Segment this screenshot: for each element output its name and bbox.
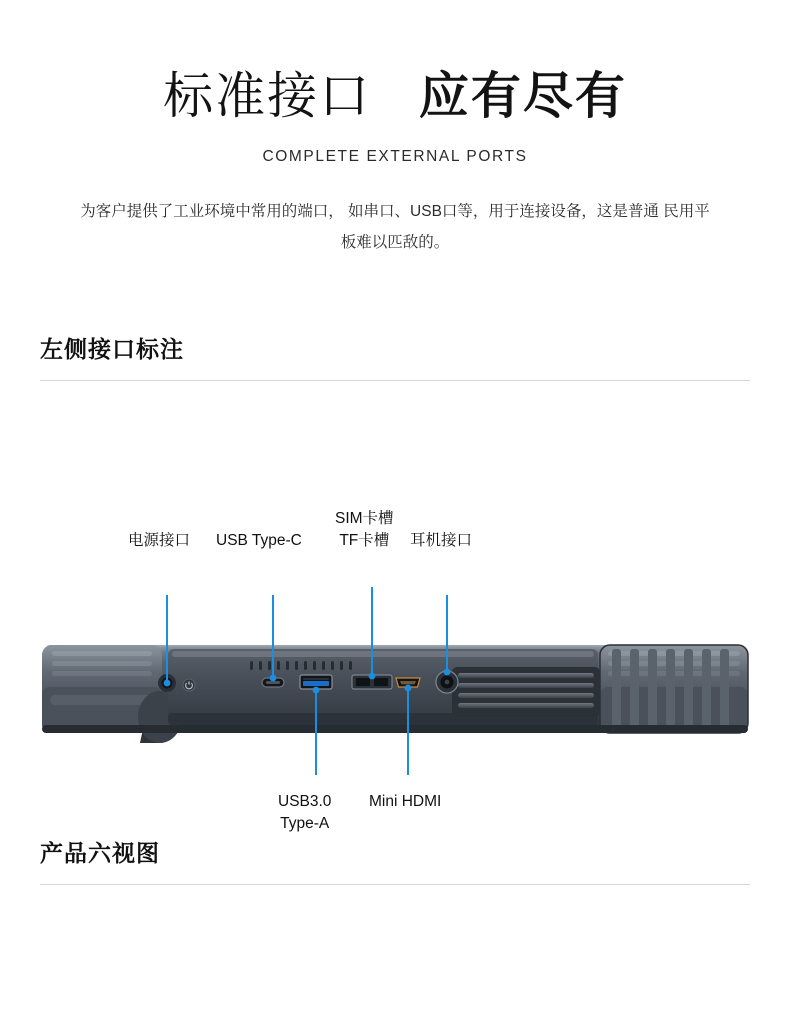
section-title-six-views: 产品六视图 bbox=[40, 840, 160, 867]
section-title-left-ports: 左侧接口标注 bbox=[40, 336, 184, 363]
section-left-ports bbox=[40, 331, 750, 381]
label-sim-slot: SIM卡槽 bbox=[335, 510, 394, 527]
hero-section bbox=[0, 0, 790, 259]
page-title bbox=[0, 68, 790, 126]
label-usb3-line1: USB3.0 bbox=[278, 793, 332, 810]
vent-grille bbox=[452, 667, 600, 717]
device-illustration bbox=[0, 395, 790, 775]
page-description: 为客户提供了工业环境中常用的端口， 如串口、USB口等，用于连接设备，这是普通 民用平板难以匹敌的。 bbox=[80, 202, 710, 252]
label-usb-type-c: USB Type-C bbox=[216, 532, 302, 549]
section-six-views bbox=[40, 835, 750, 885]
label-mini-hdmi: Mini HDMI bbox=[369, 793, 442, 810]
divider bbox=[40, 380, 750, 381]
label-sim-tf-slot bbox=[335, 508, 394, 553]
label-usb3-line2: Type-A bbox=[280, 815, 330, 833]
page-title-part1: 标准接口 bbox=[163, 68, 372, 124]
divider bbox=[40, 884, 750, 885]
label-power-port: 电源接口 bbox=[128, 532, 191, 549]
label-headphone-port: 耳机接口 bbox=[410, 532, 473, 549]
label-usb3-type-a bbox=[278, 791, 331, 836]
label-tf-slot: TF卡槽 bbox=[339, 532, 390, 550]
page-title-part2: 应有尽有 bbox=[418, 68, 627, 124]
device-diagram bbox=[0, 395, 790, 775]
page-subtitle: COMPLETE EXTERNAL PORTS bbox=[262, 147, 528, 165]
